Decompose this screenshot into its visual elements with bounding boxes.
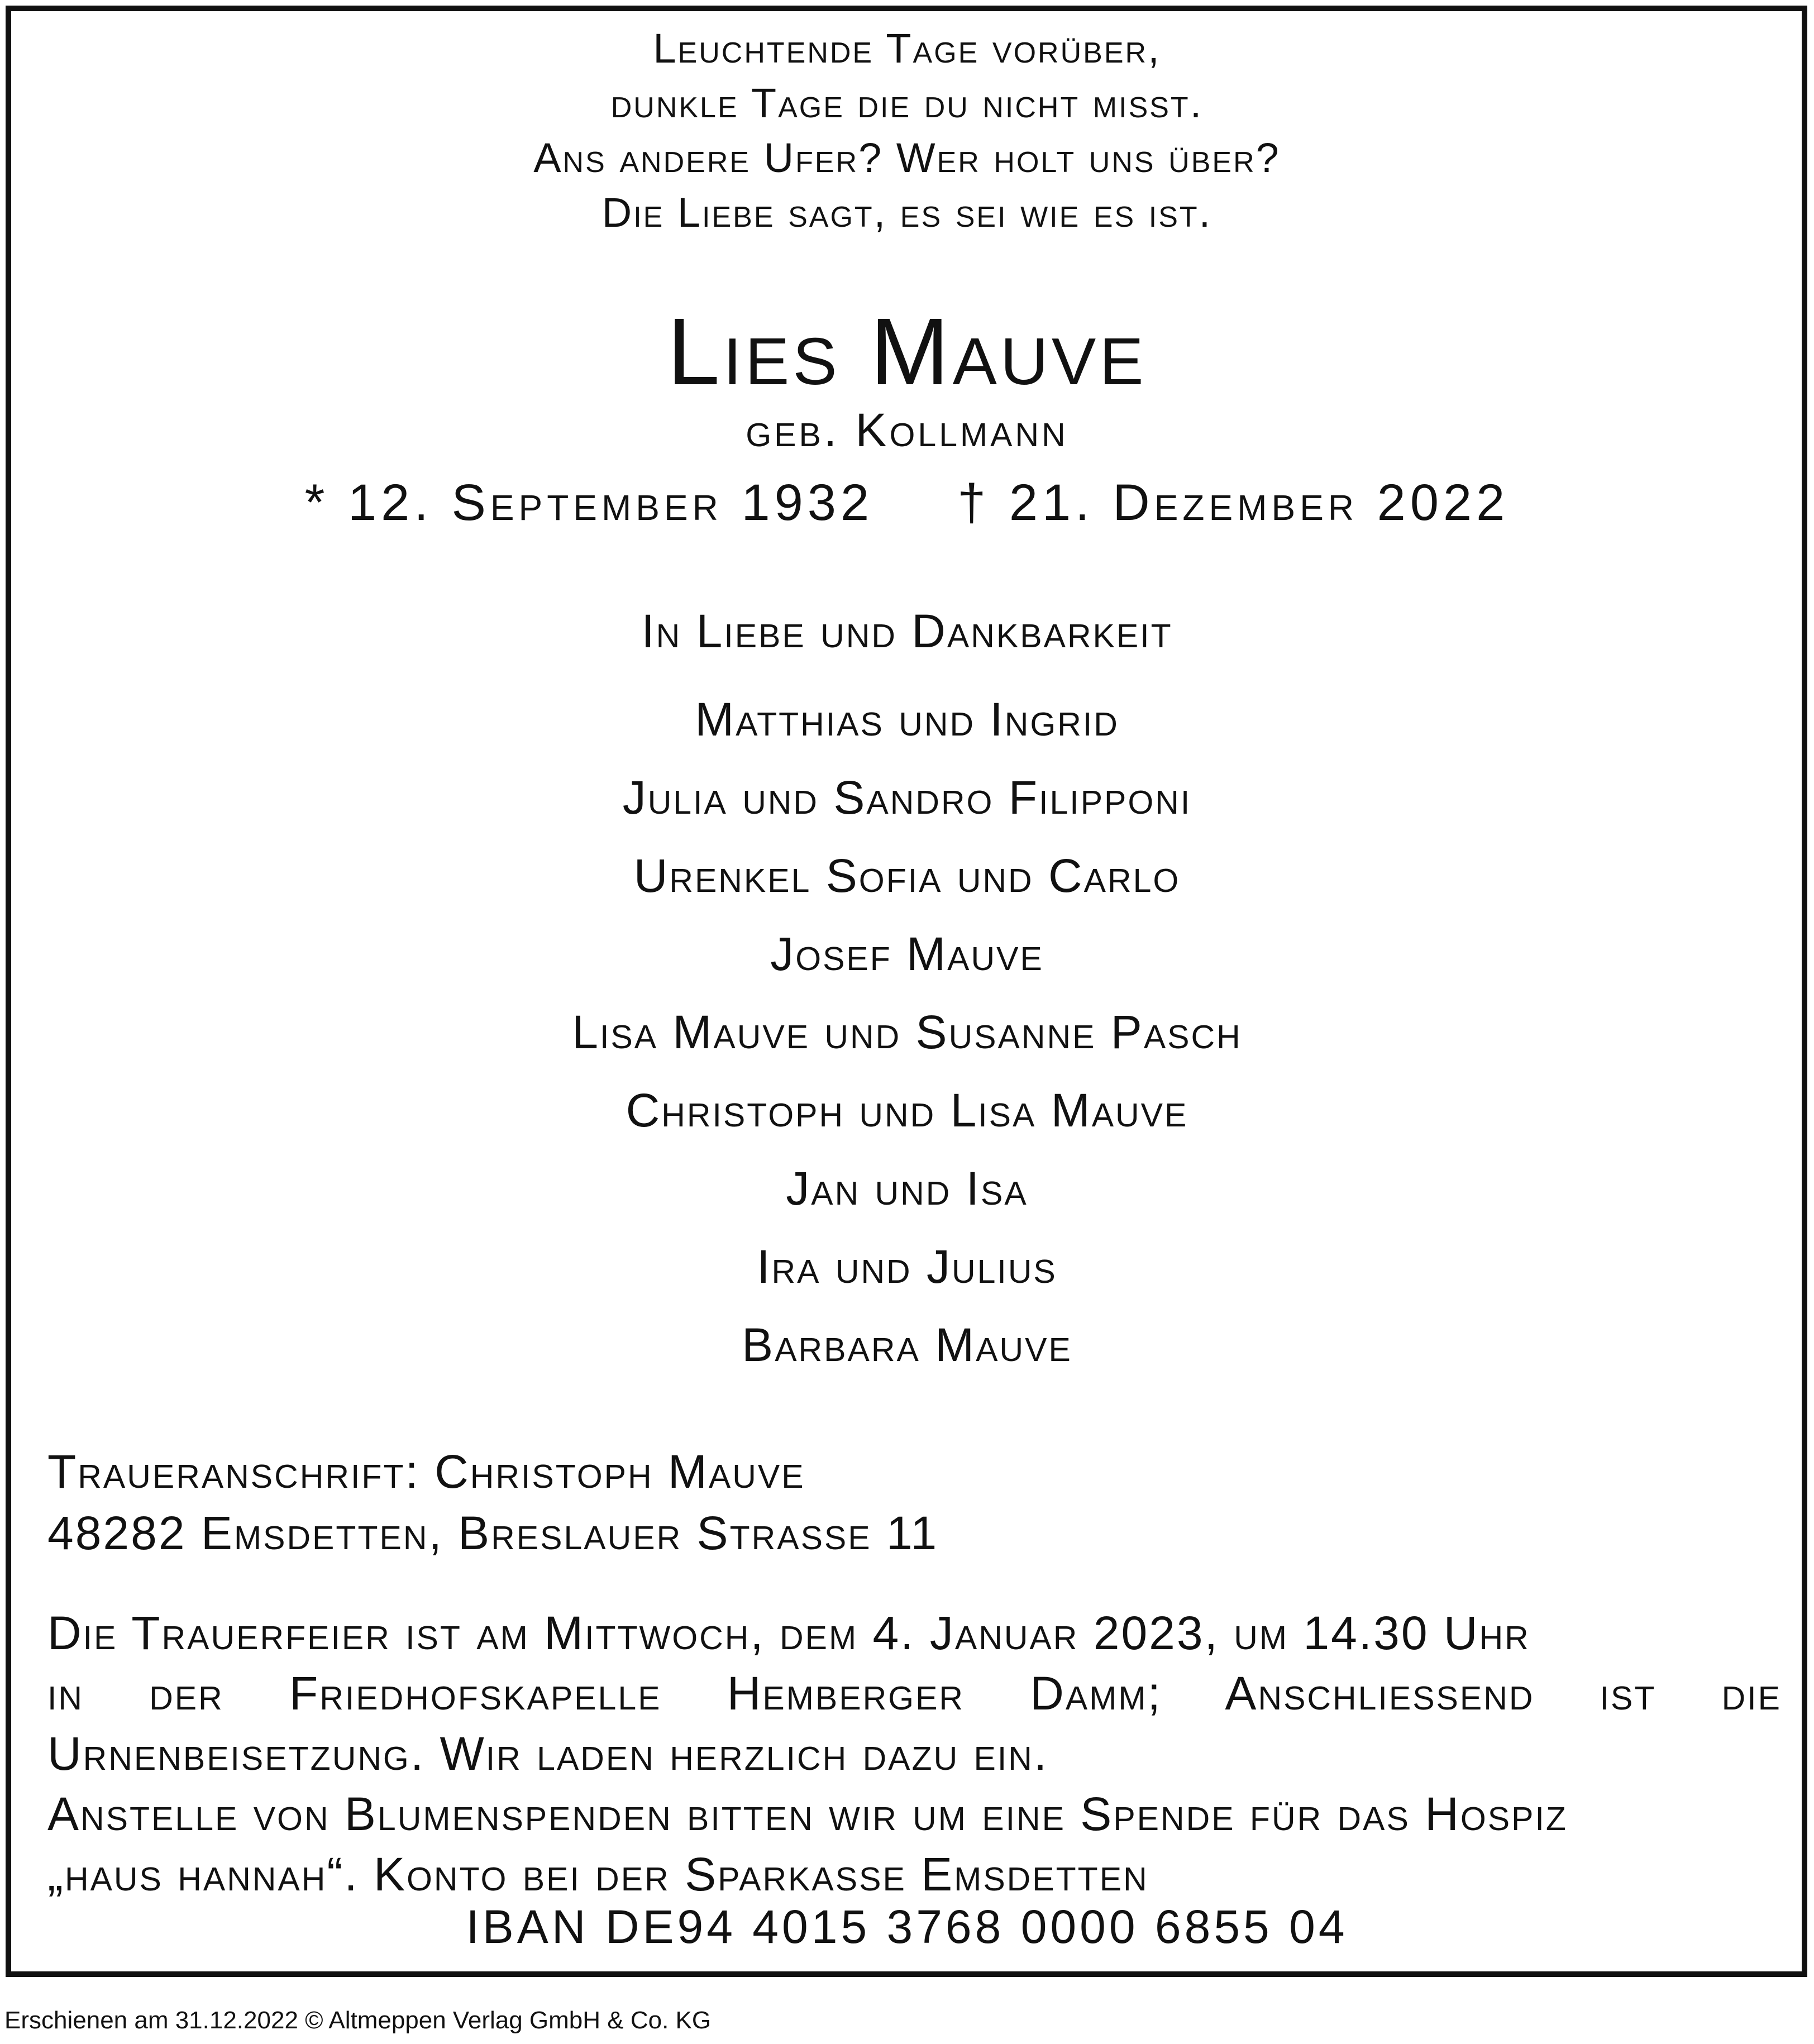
service-line: „haus hannah“. Konto bei der Sparkasse Emsdetten (47, 1848, 1149, 1900)
thanks-line: In Liebe und Dankbarkeit (641, 605, 1173, 657)
service-line: Anstelle von Blumenspenden bitten wir um eine Spende für das Hospiz (47, 1788, 1568, 1840)
death-date: † 21. Dezember 2022 (957, 474, 1510, 531)
mourner-entry: Jan und Isa (786, 1162, 1028, 1215)
mourner-entry: Matthias und Ingrid (695, 693, 1119, 746)
mourner-entry: Julia und Sandro Filipponi (622, 771, 1192, 824)
life-dates (11, 469, 1803, 536)
service-line: Urnenbeisetzung. Wir laden herzlich dazu ein. (47, 1727, 1049, 1780)
service-line: in der Friedhofskapelle Hemberger Damm; Anschliessend ist die (47, 1667, 1782, 1720)
mourner-entry: Josef Mauve (770, 928, 1044, 980)
birth-name: geb. Kollmann (746, 404, 1068, 456)
mourner-entry: Ira und Julius (757, 1240, 1057, 1293)
poem-line: Die Liebe sagt, es sei wie es ist. (602, 189, 1212, 236)
mourners-list (11, 680, 1803, 1384)
birth-date: * 12. September 1932 (304, 474, 874, 531)
iban-line: IBAN DE94 4015 3768 0000 6855 04 (466, 1900, 1348, 1953)
publication-footer: Erschienen am 31.12.2022 © Altmeppen Verlag GmbH & Co. KG (4, 2007, 712, 2034)
poem-line: Leuchtende Tage vorüber, (653, 25, 1161, 71)
deceased-name: Lies Mauve (667, 299, 1147, 405)
mourner-entry: Urenkel Sofia und Carlo (633, 849, 1181, 902)
poem-line: dunkle Tage die du nicht misst. (610, 80, 1204, 126)
service-line: Die Trauerfeier ist am Mittwoch, dem 4. Januar 2023, um 14.30 Uhr (47, 1607, 1530, 1659)
address-line: 48282 Emsdetten, Breslauer Strasse 11 (47, 1507, 939, 1559)
poem (11, 21, 1803, 240)
mourning-address (47, 1441, 938, 1564)
address-line: Traueranschrift: Christoph Mauve (47, 1445, 805, 1498)
mourner-entry: Christoph und Lisa Mauve (626, 1084, 1188, 1136)
mourner-entry: Barbara Mauve (742, 1319, 1072, 1371)
mourner-entry: Lisa Mauve und Susanne Pasch (572, 1006, 1242, 1058)
service-details (47, 1603, 1782, 1904)
poem-line: Ans andere Ufer? Wer holt uns über? (533, 135, 1281, 181)
